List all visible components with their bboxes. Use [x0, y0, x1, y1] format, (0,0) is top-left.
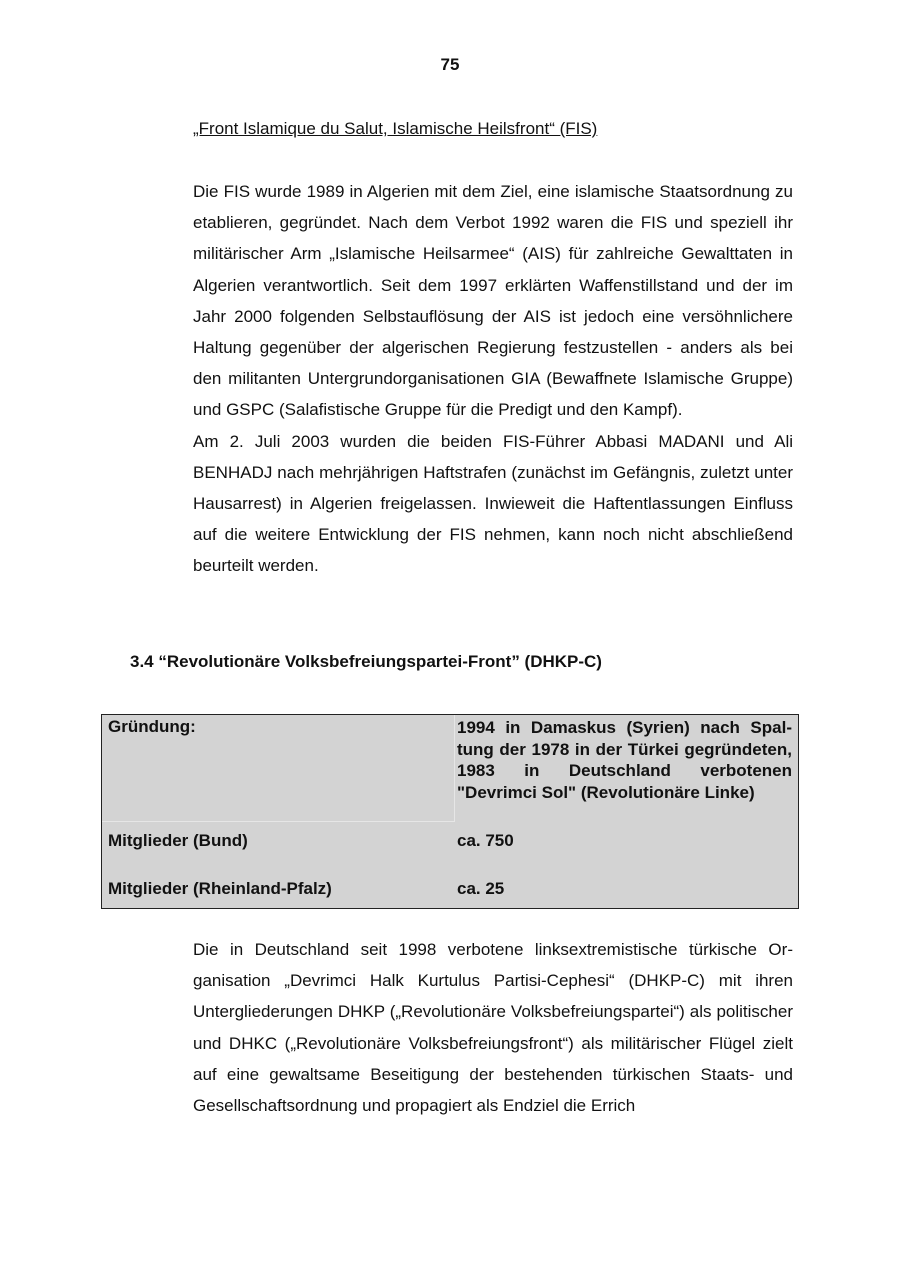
fis-section-title: „Front Islamique du Salut, Islamische Heilsfront“ (FIS)	[193, 119, 598, 138]
fis-body	[193, 176, 793, 582]
dhkp-paragraph: Die in Deutschland seit 1998 verbotene linksextremistische türkische Organisation „Devrimci Halk Kurtulus Partisi-Cephesi“ (DHKP-C) mit ihren Untergliederungen DHKP („Revolutionäre Volksbefreiungspartei“) als politischer und DHKC („Revolutionäre Volksbefreiungsfront“) als militärischer Flügel zielt auf eine gewaltsame Beseitigung der bestehenden türkischen Staats- und Gesellschaftsordnung und propagiert als Endziel die Errich	[193, 940, 793, 1116]
members-federal-value: ca. 750	[457, 831, 514, 850]
founding-value: 1994 in Damaskus (Syrien) nach Spaltung der 1978 in der Türkei gegründeten, 1983 in Deutschland verbotenen "Devrimci Sol" (Revolutionäre Linke)	[457, 718, 792, 802]
page-number: 75	[440, 55, 460, 74]
founding-label: Gründung:	[102, 715, 455, 822]
dhkp-info-table	[101, 714, 799, 909]
dhkp-body	[193, 934, 793, 1121]
fis-paragraph-2: Am 2. Juli 2003 wurden die beiden FIS-Führer Abbasi MADANI und Ali BENHADJ nach mehrjährigen Haftstrafen (zunächst im Gefängnis, zuletzt unter Hausarrest) in Algerien freigelassen. Inwieweit die Haftentlassungen Einfluss auf die weitere Entwicklung der FIS nehmen, kann noch nicht abschließend beurteilt werden.	[193, 431, 793, 576]
members-rlp-value: ca. 25	[457, 879, 505, 898]
section-heading-dhkp: 3.4 “Revolutionäre Volksbefreiungspartei-Front” (DHKP-C)	[130, 652, 602, 671]
fis-paragraph-1: Die FIS wurde 1989 in Algerien mit dem Ziel, eine islamische Staatsordnung zu etablieren, gegründet. Nach dem Verbot 1992 waren die FIS und speziell ihr militärischer Arm „Islamische Heilsarmee“ (AIS) für zahlreiche Gewalttaten in Algerien verantwortlich. Seit dem 1997 erklärten Waffenstillstand und der im Jahr 2000 folgenden Selbstauflösung der AIS ist jedoch eine versöhnlichere Haltung gegenüber der algerischen Regierung festzustellen - anders als bei den militanten Untergrundorganisationen GIA (Bewaffnete Islamische Gruppe) und GSPC (Salafistische Gruppe für die Predigt und den Kampf).	[193, 182, 793, 420]
members-rlp-label: Mitglieder (Rheinland-Pfalz)	[108, 879, 332, 898]
members-federal-label: Mitglieder (Bund)	[108, 831, 248, 850]
